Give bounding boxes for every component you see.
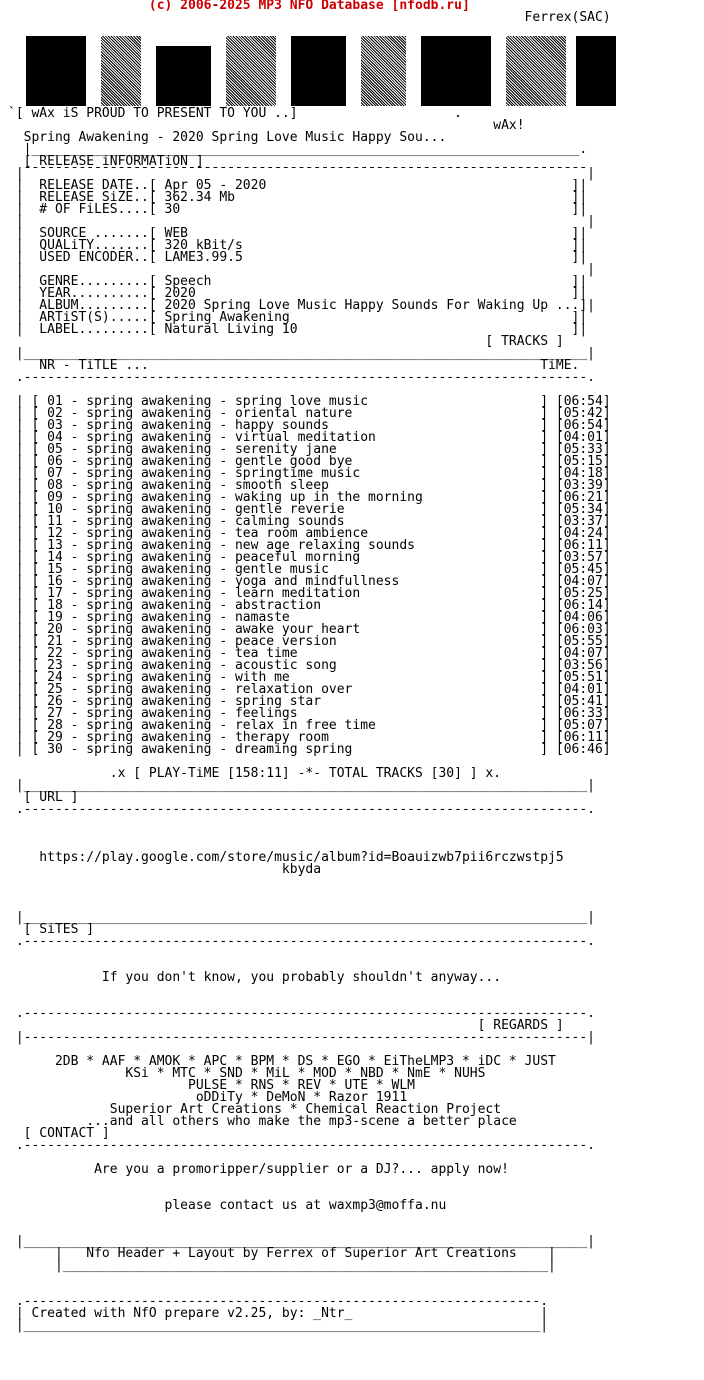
track-row: | [ 27 - spring awakening - feelings ] [06:33] bbox=[8, 706, 611, 721]
track-row: | [ 26 - spring awakening - spring star ] [05:41] bbox=[8, 694, 611, 709]
section-regards: [ REGARDS ] bbox=[8, 1018, 564, 1033]
regards-line: ...and all others who make the mp3-scene a better place bbox=[8, 1114, 603, 1129]
frame-border: .------------------------------------------------------------------. bbox=[8, 1294, 549, 1309]
blank-line bbox=[8, 24, 618, 36]
logo-block bbox=[226, 36, 276, 106]
info-encoder: | USED ENCODER..[ LAME3.99.5 ]| bbox=[8, 250, 588, 265]
frame-border: |______________________________________________________________________. bbox=[8, 142, 588, 157]
frame-border: |__________________________________________________________________| bbox=[8, 1318, 549, 1333]
logo-block bbox=[506, 36, 566, 106]
track-row: | [ 08 - spring awakening - smooth sleep ] [03:39] bbox=[8, 478, 611, 493]
layout-credit: | Nfo Header + Layout by Ferrex of Superior Art Creations | bbox=[8, 1246, 556, 1261]
track-row: | [ 12 - spring awakening - tea room ambience ] [04:24] bbox=[8, 526, 611, 541]
info-year: | YEAR..........[ 2020 ]| bbox=[8, 286, 588, 301]
section-sites: [ SiTES ] bbox=[8, 922, 95, 937]
info-release-date: | RELEASE DATE..[ Apr 05 - 2020 ]| bbox=[8, 178, 588, 193]
url-line: https://play.google.com/store/music/album?id=Boauizwb7pii6rczwstpj5 bbox=[8, 850, 603, 865]
track-row: | [ 02 - spring awakening - oriental nature ] [05:42] bbox=[8, 406, 611, 421]
track-row: | [ 19 - spring awakening - namaste ] [04:06] bbox=[8, 610, 611, 625]
nfo-document bbox=[8, 0, 618, 1332]
info-album: | ALBUM.........[ 2020 Spring Love Music Happy Sounds For Waking Up ...]| bbox=[8, 298, 595, 313]
release-title: Spring Awakening - 2020 Spring Love Music Happy Sou... bbox=[8, 130, 447, 145]
track-header: NR - TiTLE ... TiME. bbox=[8, 358, 580, 373]
frame-border: .------------------------------------------------------------------------. bbox=[8, 370, 595, 385]
track-row: | [ 04 - spring awakening - virtual meditation ] [04:01] bbox=[8, 430, 611, 445]
logo-block bbox=[101, 36, 141, 106]
track-row: | [ 25 - spring awakening - relaxation over ] [04:01] bbox=[8, 682, 611, 697]
info-label: | LABEL.........[ Natural Living 10 ]| bbox=[8, 322, 588, 337]
track-row: | [ 23 - spring awakening - acoustic song ] [03:56] bbox=[8, 658, 611, 673]
blank-line bbox=[8, 1272, 618, 1284]
info-artist: | ARTiST(S).....[ Spring Awakening ]| bbox=[8, 310, 588, 325]
frame-border: .------------------------------------------------------------------------. bbox=[8, 802, 595, 817]
logo-block bbox=[156, 46, 211, 106]
frame-border: |________________________________________________________________________| bbox=[8, 1234, 595, 1249]
frame-border: |________________________________________________________________________| bbox=[8, 778, 595, 793]
blank-line bbox=[8, 828, 618, 840]
totals-line: .x [ PLAY-TiME [158:11] -*- TOTAL TRACKS [30] ] x. bbox=[8, 766, 603, 781]
logo-block bbox=[421, 36, 491, 106]
created-with: | Created with NfO prepare v2.25, by: _Ntr_ | bbox=[8, 1306, 549, 1321]
section-url: [ URL ] bbox=[8, 790, 79, 805]
track-row: | [ 18 - spring awakening - abstraction ] [06:14] bbox=[8, 598, 611, 613]
contact-line: please contact us at waxmp3@moffa.nu bbox=[8, 1198, 603, 1213]
track-row: | [ 06 - spring awakening - gentle good bye ] [05:15] bbox=[8, 454, 611, 469]
regards-line: oDDiTy * DeMoN * Razor 1911 bbox=[8, 1090, 603, 1105]
track-row: | [ 28 - spring awakening - relax in free time ] [05:07] bbox=[8, 718, 611, 733]
blank-line bbox=[8, 816, 618, 828]
art-credit: Ferrex(SAC) bbox=[8, 10, 611, 25]
section-info: [ RELEASE iNFORMATiON ] bbox=[8, 154, 204, 169]
track-row: | [ 24 - spring awakening - with me ] [05:51] bbox=[8, 670, 611, 685]
track-row: | [ 13 - spring awakening - new age relaxing sounds ] [06:11] bbox=[8, 538, 611, 553]
blank-line bbox=[8, 948, 618, 960]
track-row: | [ 03 - spring awakening - happy sounds ] [06:54] bbox=[8, 418, 611, 433]
blank-line bbox=[8, 1212, 618, 1224]
info-source: | SOURCE .......[ WEB ]| bbox=[8, 226, 588, 241]
url-line: kbyda bbox=[8, 862, 603, 877]
frame-border: .------------------------------------------------------------------------. bbox=[8, 1138, 595, 1153]
section-tracks: [ TRACKS ] bbox=[8, 334, 564, 349]
track-row: | [ 17 - spring awakening - learn meditation ] [05:25] bbox=[8, 586, 611, 601]
track-row: | [ 14 - spring awakening - peaceful morning ] [03:57] bbox=[8, 550, 611, 565]
frame-border: | | bbox=[8, 214, 595, 229]
logo-block bbox=[361, 36, 406, 106]
blank-line bbox=[8, 876, 618, 888]
track-row: | [ 22 - spring awakening - tea time ] [04:07] bbox=[8, 646, 611, 661]
source-line: (c) 2006-2025 MP3 NFO Database [nfodb.ru] bbox=[8, 0, 619, 13]
track-row: | [ 09 - spring awakening - waking up in the morning ] [06:21] bbox=[8, 490, 611, 505]
blank-line bbox=[8, 984, 618, 996]
track-row: | [ 11 - spring awakening - calming sounds ] [03:37] bbox=[8, 514, 611, 529]
frame-border: | | bbox=[8, 262, 595, 277]
info-release-size: | RELEASE SiZE..[ 362.34 Mb ]| bbox=[8, 190, 588, 205]
regards-line: 2DB * AAF * AMOK * APC * BPM * DS * EGO * EiTheLMP3 * iDC * JUST bbox=[8, 1054, 603, 1069]
info-num-files: | # OF FiLES....[ 30 ]| bbox=[8, 202, 588, 217]
track-row: | [ 10 - spring awakening - gentle reverie ] [05:34] bbox=[8, 502, 611, 517]
contact-line: Are you a promoripper/supplier or a DJ?... apply now! bbox=[8, 1162, 603, 1177]
frame-border: |------------------------------------------------------------------------| bbox=[8, 1030, 595, 1045]
info-quality: | QUALiTY.......[ 320 kBit/s ]| bbox=[8, 238, 588, 253]
logo-block bbox=[576, 36, 616, 106]
track-row: | [ 07 - spring awakening - springtime music ] [04:18] bbox=[8, 466, 611, 481]
track-row: | [ 21 - spring awakening - peace version ] [05:55] bbox=[8, 634, 611, 649]
track-row: | [ 15 - spring awakening - gentle music ] [05:45] bbox=[8, 562, 611, 577]
info-genre: | GENRE.........[ Speech ]| bbox=[8, 274, 588, 289]
frame-border: |________________________________________________________________________| bbox=[8, 910, 595, 925]
sites-text: If you don't know, you probably shouldn't anyway... bbox=[8, 970, 603, 985]
frame-border: |¯¯¯¯¯¯¯¯¯¯¯¯¯¯¯¯¯¯¯¯¯¯¯¯¯¯¯¯¯¯¯¯¯¯¯¯¯¯¯¯¯¯¯¯¯¯¯¯¯¯¯¯¯¯¯¯¯¯¯¯¯¯¯¯¯¯¯¯¯¯¯¯| bbox=[8, 166, 595, 181]
frame-border: .------------------------------------------------------------------------. bbox=[8, 1006, 595, 1021]
regards-line: PULSE * RNS * REV * UTE * WLM bbox=[8, 1078, 603, 1093]
frame-border: |______________________________________________________________| bbox=[8, 1258, 556, 1273]
track-row: | [ 29 - spring awakening - therapy room ] [06:11] bbox=[8, 730, 611, 745]
blank-line bbox=[8, 1176, 618, 1188]
frame-border: .------------------------------------------------------------------------. bbox=[8, 934, 595, 949]
group-tag: wAx! bbox=[8, 118, 525, 133]
logo-block bbox=[291, 36, 346, 106]
section-contact: [ CONTACT ] bbox=[8, 1126, 110, 1141]
present-line: `[ wAx iS PROUD TO PRESENT TO YOU ..] . bbox=[8, 106, 462, 121]
track-row: | [ 01 - spring awakening - spring love music ] [06:54] bbox=[8, 394, 611, 409]
regards-line: KSi * MTC * SND * MiL * MOD * NBD * NmE * NUHS bbox=[8, 1066, 603, 1081]
track-row: | [ 05 - spring awakening - serenity jane ] [05:33] bbox=[8, 442, 611, 457]
track-row: | [ 30 - spring awakening - dreaming spring ] [06:46] bbox=[8, 742, 611, 757]
track-row: | [ 20 - spring awakening - awake your heart ] [06:03] bbox=[8, 622, 611, 637]
logo-block bbox=[26, 36, 86, 106]
blank-line bbox=[8, 888, 618, 900]
frame-border: |________________________________________________________________________| bbox=[8, 346, 595, 361]
track-row: | [ 16 - spring awakening - yoga and mindfullness ] [04:07] bbox=[8, 574, 611, 589]
regards-line: Superior Art Creations * Chemical Reaction Project bbox=[8, 1102, 603, 1117]
